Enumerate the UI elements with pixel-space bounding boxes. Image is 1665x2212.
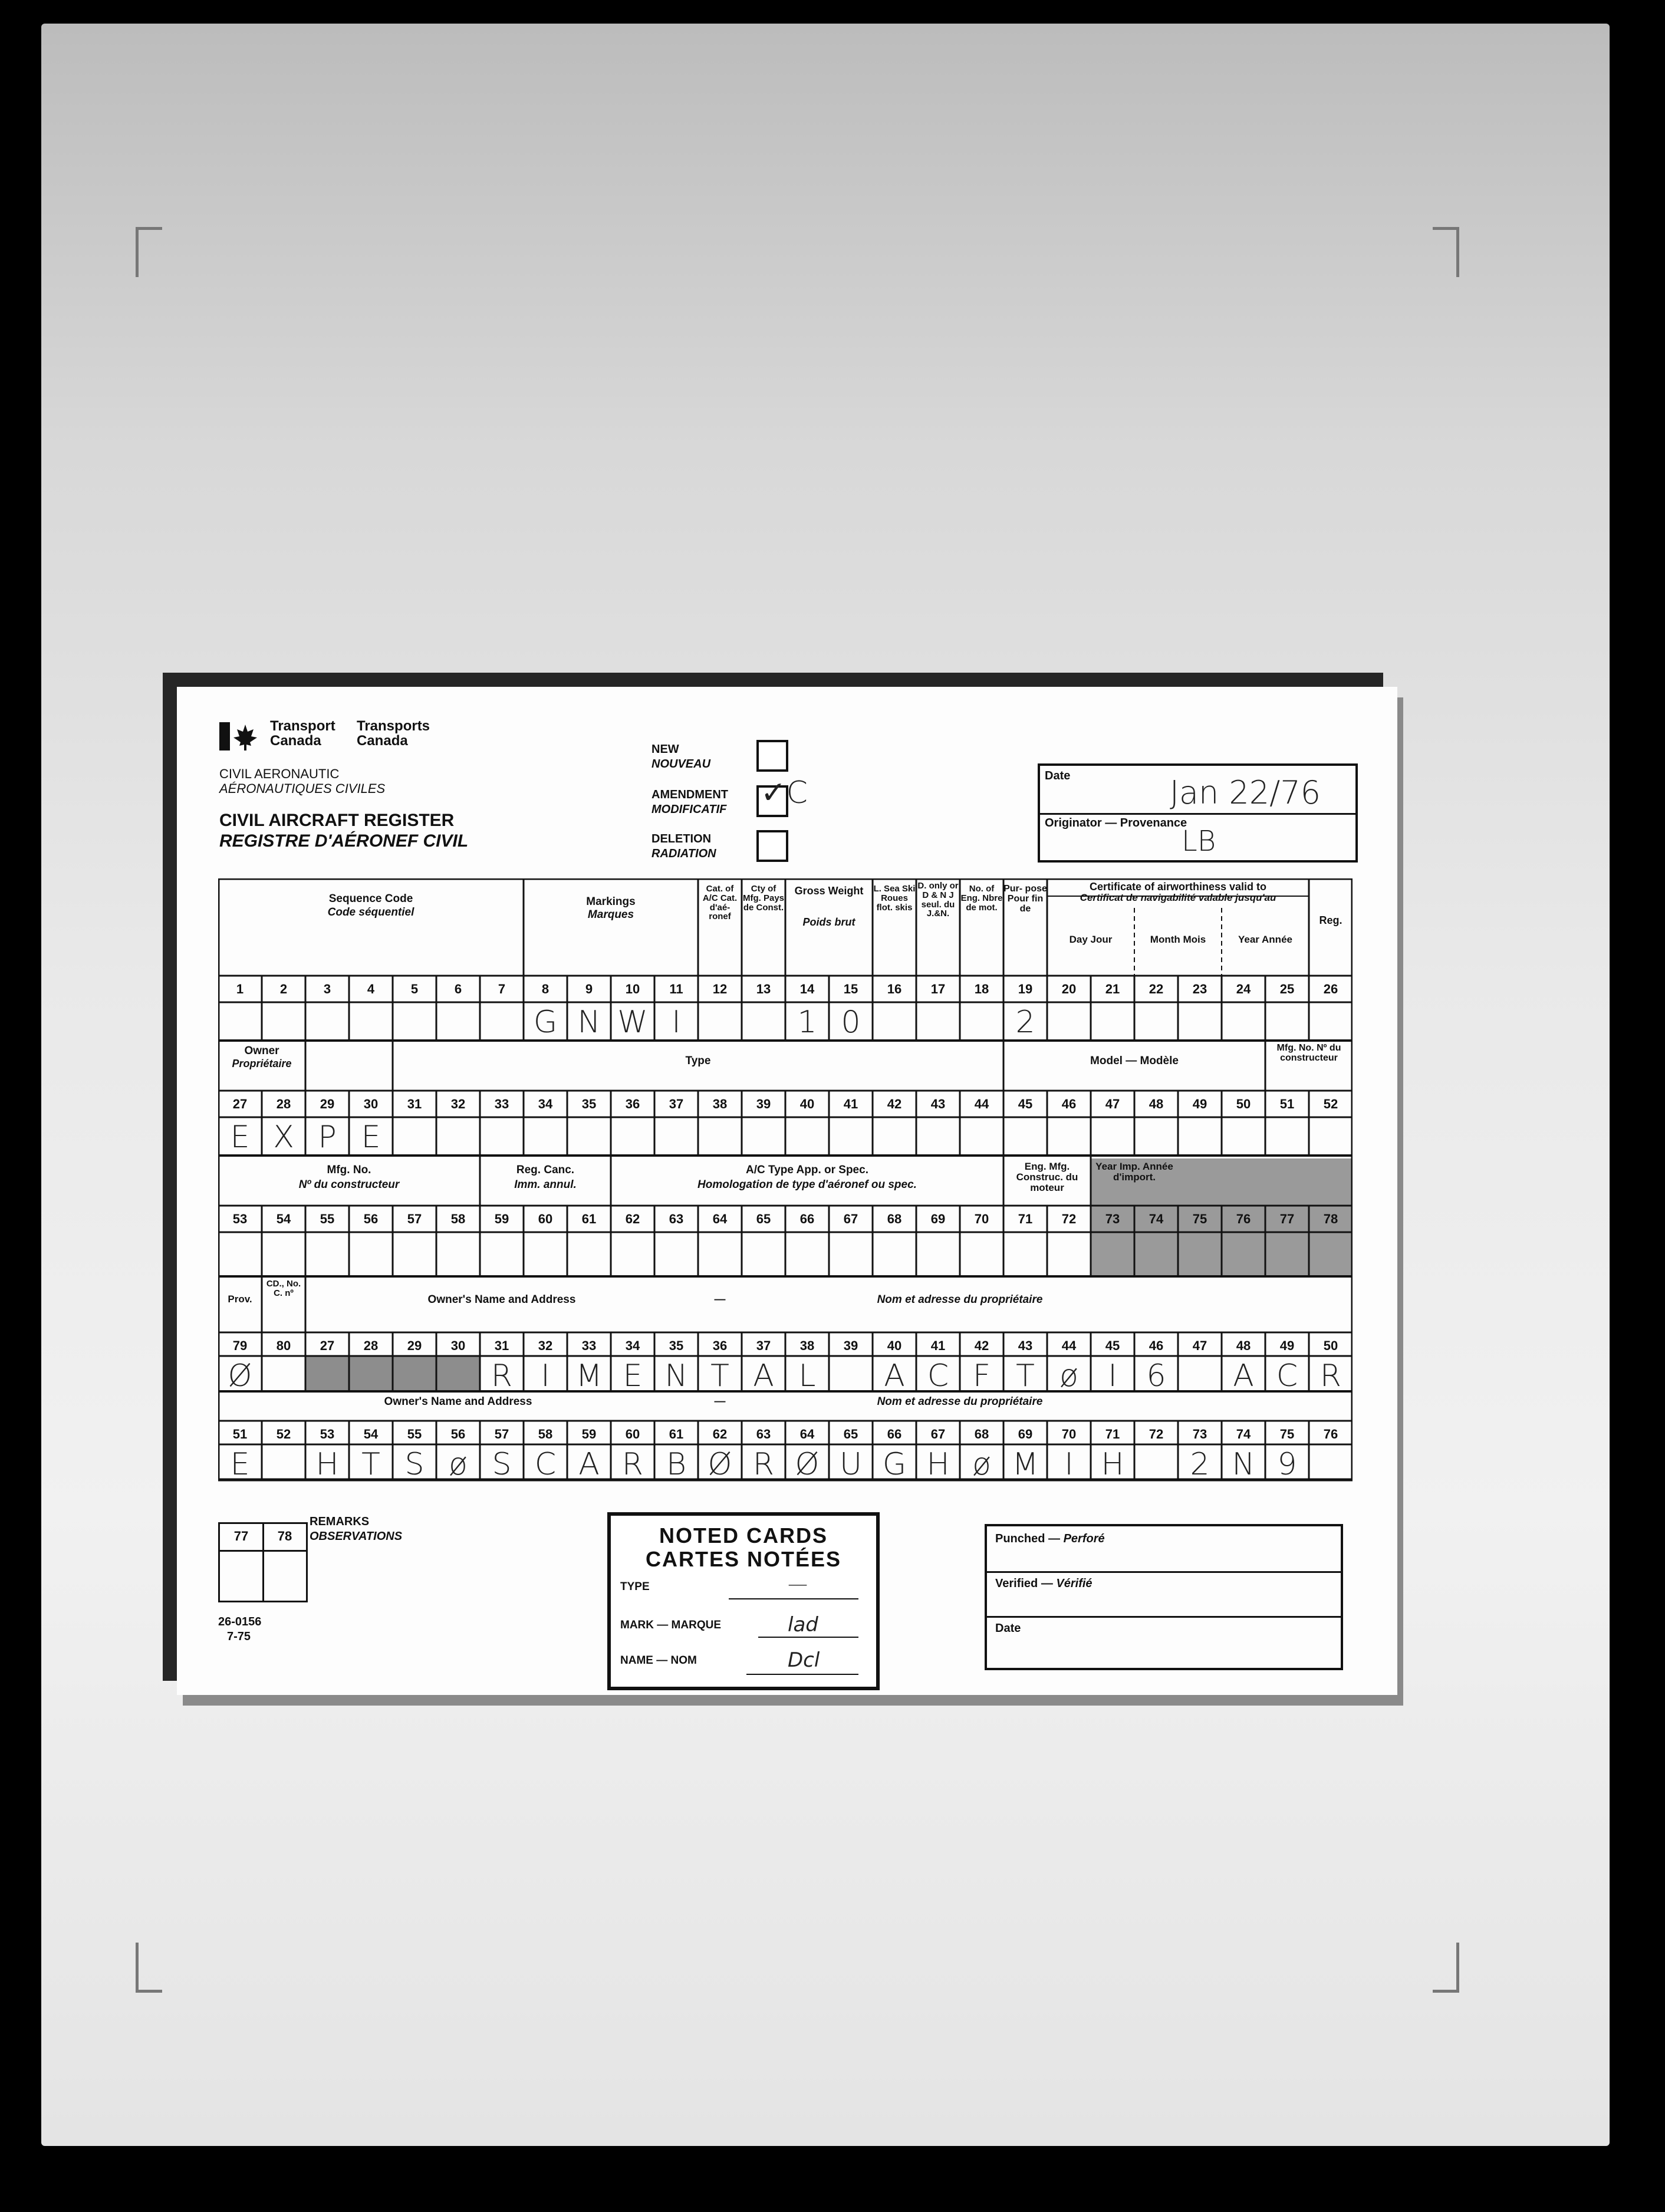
cd-no-header: CD., No. C. nº [266,1279,301,1298]
column-number: 74 [1236,1427,1251,1441]
column-number: 19 [1018,982,1033,996]
column-number: 72 [1061,1212,1077,1226]
owner-name-entry[interactable]: F [973,1358,991,1394]
column-number: 34 [625,1338,640,1353]
column-number: 10 [625,982,640,996]
form-code: 26-0156 [218,1615,262,1628]
owner-address-entry[interactable]: C [534,1447,557,1482]
column-number: 38 [712,1097,728,1111]
owner-name-entry[interactable]: Ø [228,1358,252,1394]
year-import-header: Year Imp. Année d'import. [1095,1161,1173,1183]
reg-header: Reg. [1319,914,1342,926]
owner-name-entry[interactable]: T [710,1358,729,1394]
column-number: 56 [363,1212,379,1226]
verified-row[interactable]: Verified — Vérifié [987,1571,1341,1618]
owner-name-entry[interactable]: A [753,1358,774,1394]
column-number: 1 [236,982,244,996]
column-number: 11 [669,982,683,996]
owner-address-entry[interactable]: S [492,1447,512,1482]
column-number: 48 [1236,1338,1251,1353]
new-label: NEW [651,743,679,756]
reg-canc-header: Reg. Canc. [516,1164,575,1176]
type-header: Type [685,1055,711,1067]
purpose-entry[interactable]: 2 [1015,1005,1035,1040]
year-header: Year Année [1238,934,1292,945]
owner-header-fr: Propriétaire [232,1058,292,1069]
column-number: 53 [232,1212,248,1226]
column-number: 30 [450,1338,466,1353]
markings-header: Markings [586,896,636,908]
owner-name-entry[interactable]: C [927,1358,949,1394]
column-number: 14 [799,982,815,996]
dept-fr: Transports Canada [357,718,430,749]
column-number: 47 [1105,1097,1120,1111]
column-number: 18 [974,982,989,996]
owner-address-entry[interactable]: B [666,1447,687,1482]
engines-header: No. of Eng. Nbre de mot. [960,884,1003,913]
engine-mfg-header: Eng. Mfg. Construc. du moteur [1016,1161,1078,1193]
crop-mark [136,227,162,277]
column-number: 20 [1061,982,1077,996]
agency-fr: AÉRONAUTIQUES CIVILES [219,781,386,796]
gross-weight-entry[interactable]: 0 [841,1005,861,1040]
owner-address-entry[interactable]: U [839,1447,863,1482]
purpose-header: Pur- pose Pour fin de [1003,884,1047,914]
owner-address-entry[interactable]: G [882,1447,907,1482]
column-number: 57 [494,1427,509,1441]
column-number: 75 [1192,1212,1207,1226]
column-number: 70 [1061,1427,1077,1441]
column-number: 40 [887,1338,902,1353]
column-number: 61 [669,1427,684,1441]
column-number: 39 [843,1338,858,1353]
marking-entry[interactable]: W [617,1005,648,1040]
processing-box [985,1524,1343,1670]
owner-address-entry[interactable]: S [404,1447,425,1482]
column-number: 35 [669,1338,684,1353]
column-number: 72 [1149,1427,1164,1441]
column-number: 39 [756,1097,771,1111]
sequence-code-header-fr: Code séquentiel [327,906,414,919]
amendment-mark: ✓C [761,775,808,811]
country-header: Cty of Mfg. Pays de Const. [742,884,785,913]
column-number: 26 [1323,982,1338,996]
sea-ski-header: L. Sea Ski Roues flot. skis [873,884,916,913]
column-number: 66 [887,1427,902,1441]
owner-entry[interactable]: P [318,1120,337,1155]
column-number: 37 [669,1097,684,1111]
owner-address-entry[interactable]: H [315,1447,339,1482]
date-label: Date [1045,769,1071,782]
dept-en: Transport Canada [270,718,335,749]
column-number: 32 [450,1097,466,1111]
stamp-type-value: — [788,1572,808,1596]
markings-header-fr: Marques [587,908,634,921]
owner-address-entry[interactable]: ø [972,1447,991,1482]
crop-mark [1433,227,1459,277]
column-number: 73 [1192,1427,1207,1441]
column-number: 76 [1236,1212,1251,1226]
date-value[interactable]: Jan 22/76 [1170,774,1321,811]
column-number: 9 [585,982,593,996]
column-number: 33 [581,1338,597,1353]
marking-entry[interactable]: I [672,1005,681,1040]
owner-name-entry[interactable]: C [1276,1358,1298,1394]
column-number: 66 [799,1212,815,1226]
owner-address-entry[interactable]: 2 [1190,1447,1210,1482]
noted-cards-stamp [607,1512,880,1690]
column-number: 25 [1279,982,1295,996]
owner-header: Owner [244,1045,279,1057]
owner-address-entry[interactable]: I [1064,1447,1074,1482]
marking-entry[interactable]: N [577,1005,601,1040]
column-number: 15 [843,982,858,996]
column-number: 70 [974,1212,989,1226]
column-number: 46 [1061,1097,1077,1111]
punched-label-fr: Perforé [1063,1532,1105,1545]
column-number: 32 [538,1338,553,1353]
column-number: 33 [494,1097,509,1111]
stamp-mark-value: lad [788,1613,818,1637]
verified-label: Verified [995,1577,1038,1590]
column-number: 63 [756,1427,771,1441]
originator-value[interactable]: LB [1182,825,1216,858]
owner-address-entry[interactable]: M [1012,1447,1039,1482]
stamp-type-label: TYPE [620,1581,650,1593]
column-number: 22 [1149,982,1164,996]
column-number: 67 [930,1427,946,1441]
column-number: 75 [1279,1427,1295,1441]
owner-address-entry[interactable]: 9 [1277,1447,1297,1482]
column-number: 62 [712,1427,728,1441]
column-number: 53 [320,1427,335,1441]
owner-address-entry[interactable]: R [752,1447,775,1482]
owner-address-entry[interactable]: H [926,1447,950,1482]
owner-entry[interactable]: X [273,1120,294,1155]
amendment-label-fr: MODIFICATIF [651,803,727,816]
register-grid [218,878,1353,1512]
column-number: 7 [498,982,506,996]
column-number: 74 [1149,1212,1164,1226]
column-number: 41 [930,1338,946,1353]
mfg-no-header: Mfg. No. Nº du constructeur [1276,1043,1341,1063]
owner-name-entry[interactable]: T [1016,1358,1035,1394]
owner-address-entry[interactable]: N [1232,1447,1255,1482]
column-number: 69 [930,1212,946,1226]
column-number: 71 [1018,1212,1033,1226]
column-number: 50 [1236,1097,1251,1111]
column-number: 40 [799,1097,815,1111]
column-number: 29 [407,1338,422,1353]
column-number: 37 [756,1338,771,1353]
column-number: 48 [1149,1097,1164,1111]
column-number: 54 [276,1212,291,1226]
column-number: 6 [454,982,462,996]
stamp-mark-label: MARK — MARQUE [620,1619,721,1631]
column-number: 27 [232,1097,248,1111]
column-number: 4 [367,982,375,996]
owner-name-entry[interactable]: R [1320,1358,1342,1394]
column-number: 44 [974,1097,989,1111]
column-number: 16 [887,982,902,996]
column-number: 30 [363,1097,379,1111]
processing-date-label: Date [995,1622,1021,1635]
province-header: Prov. [228,1293,252,1305]
column-number: 49 [1279,1338,1295,1353]
column-number: 63 [669,1212,684,1226]
day-header: Day Jour [1069,934,1113,945]
column-number: 52 [276,1427,291,1441]
column-number: 69 [1018,1427,1033,1441]
register-card [177,687,1397,1695]
column-number: 36 [712,1338,728,1353]
agency-en: CIVIL AERONAUTIC [219,766,340,781]
column-number: 42 [887,1097,902,1111]
column-number: 38 [799,1338,815,1353]
column-number: 45 [1018,1097,1033,1111]
crop-mark [136,1943,162,1993]
column-number: 21 [1105,982,1120,996]
owner-address-entry[interactable]: T [361,1447,380,1482]
column-number: 62 [625,1212,640,1226]
remarks-col-77: 77 [233,1529,249,1543]
owner-name-header: Owner's Name and Address [427,1293,576,1306]
owner-name-entry[interactable]: A [884,1358,905,1394]
column-number: 64 [799,1427,815,1441]
ac-type-header-fr: Homologation de type d'aéronef ou spec. [697,1179,917,1191]
form-edition: 7-75 [227,1630,251,1643]
column-number: 47 [1192,1338,1207,1353]
column-number: 27 [320,1338,335,1353]
owner-address-entry[interactable]: R [621,1447,644,1482]
column-number: 61 [581,1212,597,1226]
column-number: 28 [363,1338,379,1353]
owner-entry[interactable]: E [230,1120,250,1155]
owner-name-entry[interactable]: L [798,1358,816,1394]
column-number: 12 [712,982,728,996]
column-number: 56 [450,1427,466,1441]
column-number: 17 [930,982,946,996]
column-number: 58 [538,1427,553,1441]
new-label-fr: NOUVEAU [651,758,711,771]
column-number: 59 [581,1427,597,1441]
stamp-name-label: NAME — NOM [620,1654,697,1667]
punched-label: Punched [995,1532,1045,1545]
certificate-header: Certificate of airworthiness valid to [1089,881,1267,893]
remarks-col-78: 78 [277,1529,292,1543]
owner-name-entry[interactable]: A [1233,1358,1254,1394]
remarks-label-fr: OBSERVATIONS [310,1530,403,1543]
column-number: 55 [407,1427,422,1441]
column-number: 34 [538,1097,553,1111]
column-number: 41 [843,1097,858,1111]
column-number: 13 [756,982,771,996]
marking-entry[interactable]: G [533,1005,558,1040]
gross-weight-header-fr: Poids brut [802,916,855,928]
column-number: 44 [1061,1338,1077,1353]
day-night-header: D. only or D & N J seul. du J.&N. [917,881,959,919]
deletion-label-fr: RADIATION [651,847,716,860]
column-number: 3 [323,982,331,996]
verified-label-fr: Vérifié [1056,1577,1093,1590]
owner-address-entry[interactable]: Ø [708,1447,732,1482]
column-number: 68 [974,1427,989,1441]
column-number: 73 [1105,1212,1120,1226]
column-number: 64 [712,1212,728,1226]
ac-type-header: A/C Type App. or Spec. [746,1164,868,1176]
deletion-checkbox[interactable] [756,830,788,862]
column-number: 31 [494,1338,509,1353]
column-number: 59 [494,1212,509,1226]
month-header: Month Mois [1150,934,1206,945]
owner-name-entry[interactable]: E [623,1358,643,1394]
column-number: 5 [410,982,419,996]
column-number: 55 [320,1212,335,1226]
owner-name-entry[interactable]: 6 [1146,1358,1166,1394]
column-number: 35 [581,1097,597,1111]
column-number: 58 [450,1212,466,1226]
certificate-header-fr: Certificat de navigabilité valable jusqu'au [1080,892,1276,903]
owner-name-header-2-fr: Nom et adresse du propriétaire [877,1395,1043,1408]
mfg-no-header-2-fr: Nº du constructeur [298,1179,400,1191]
reg-canc-header-fr: Imm. annul. [514,1179,577,1191]
stamp-title-fr: CARTES NOTÉES [645,1546,842,1571]
owner-name-entry[interactable]: ø [1059,1358,1078,1394]
column-number: 76 [1323,1427,1338,1441]
column-number: 54 [363,1427,379,1441]
processing-date-row[interactable] [987,1616,1341,1661]
owner-name-entry[interactable]: N [664,1358,688,1394]
gross-weight-header: Gross Weight [794,885,864,897]
sequence-code-header: Sequence Code [328,893,413,905]
gross-weight-entry[interactable]: 1 [797,1005,817,1040]
column-number: 49 [1192,1097,1207,1111]
category-header: Cat. of A/C Cat. d'aé- ronef [702,884,738,922]
column-number: 24 [1236,982,1251,996]
mfg-no-header-2: Mfg. No. [327,1164,371,1176]
column-number: 29 [320,1097,335,1111]
owner-name-entry[interactable]: I [1108,1358,1117,1394]
column-number: 57 [407,1212,422,1226]
column-number: 51 [232,1427,248,1441]
owner-name-entry[interactable]: M [575,1358,603,1394]
model-header: Model — Modèle [1090,1055,1179,1067]
column-number: 77 [1279,1212,1295,1226]
column-number: 36 [625,1097,640,1111]
column-number: 79 [232,1338,248,1353]
column-number: 67 [843,1212,858,1226]
owner-name-dash-2: — [714,1395,726,1408]
owner-name-entry[interactable]: R [491,1358,513,1394]
originator-label: Originator — Provenance [1045,817,1187,830]
owner-address-entry[interactable]: Ø [795,1447,820,1482]
column-number: 80 [276,1338,291,1353]
owner-address-entry[interactable]: E [230,1447,250,1482]
column-number: 45 [1105,1338,1120,1353]
column-number: 71 [1105,1427,1120,1441]
owner-address-entry[interactable]: A [578,1447,600,1482]
column-number: 43 [1018,1338,1033,1353]
column-number: 50 [1323,1338,1338,1353]
new-checkbox[interactable] [756,740,788,772]
column-number: 28 [276,1097,291,1111]
column-number: 42 [974,1338,989,1353]
column-number: 65 [843,1427,858,1441]
owner-entry[interactable]: E [361,1120,381,1155]
column-number: 23 [1192,982,1207,996]
column-number: 51 [1279,1097,1295,1111]
deletion-label: DELETION [651,832,712,845]
column-number: 52 [1323,1097,1338,1111]
title-en: CIVIL AIRCRAFT REGISTER [219,811,455,830]
column-number: 60 [538,1212,553,1226]
column-number: 43 [930,1097,946,1111]
stamp-title-en: NOTED CARDS [659,1523,828,1548]
owner-address-entry[interactable]: ø [449,1447,468,1482]
remarks-label: REMARKS [310,1515,370,1528]
owner-name-entry[interactable]: I [541,1358,550,1394]
owner-name-header-fr: Nom et adresse du propriétaire [877,1293,1043,1306]
owner-address-entry[interactable]: H [1101,1447,1124,1482]
amendment-label: AMENDMENT [651,788,728,801]
column-number: 68 [887,1212,902,1226]
date-originator-box [1038,763,1358,863]
crop-mark [1433,1943,1459,1993]
column-number: 65 [756,1212,771,1226]
canada-flag-icon [219,722,261,750]
punched-row[interactable]: Punched — Perforé [987,1526,1341,1573]
column-number: 31 [407,1097,422,1111]
column-number: 78 [1323,1212,1338,1226]
stamp-name-value: Dcl [788,1648,820,1672]
column-number: 60 [625,1427,640,1441]
owner-name-dash: — [714,1293,726,1306]
title-fr: REGISTRE D'AÉRONEF CIVIL [219,831,469,851]
column-number: 46 [1149,1338,1164,1353]
remarks-cells [218,1522,308,1602]
column-number: 2 [279,982,288,996]
owner-name-header-2: Owner's Name and Address [384,1395,532,1408]
column-number: 8 [541,982,549,996]
